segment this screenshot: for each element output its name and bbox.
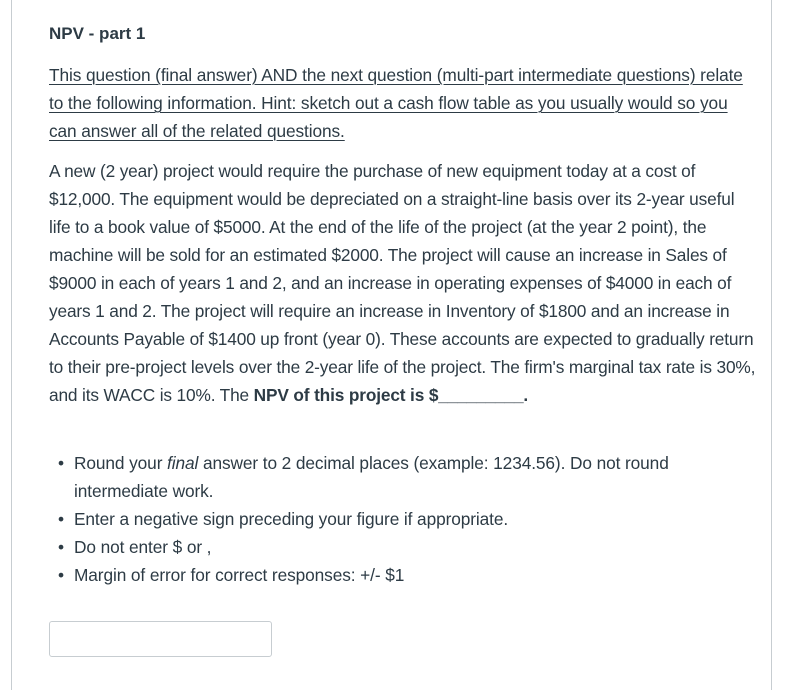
question-prompt: NPV of this project is $_________. (253, 385, 529, 405)
instruction-item-rounding (49, 449, 749, 505)
question-body-text: A new (2 year) project would require the purchase of new equipment today at a cost of $12,000. The equipment would be depreciated on a straight-line basis over its 2-year useful life to a book value of $5000. At the end of the life of the project (at the year 2 point), the machine will be sold for an estimated $2000. The project will cause an increase in Sales of $9000 in each of years 1 and 2, and an increase in operating expenses of $4000 in each of years 1 and 2. The project will require an increase in Inventory of $1800 and an increase in Accounts Payable of $1400 up front (year 0). These accounts are expected to gradually return to their pre-project levels over the 2-year life of the project. The firm's marginal tax rate is 30%, and its WACC is 10%. The (49, 161, 756, 405)
answer-input[interactable] (49, 621, 272, 657)
instruction-item-negative-sign: • Enter a negative sign preceding your figure if appropriate. (49, 505, 749, 533)
instruction-emphasis: final (167, 453, 199, 473)
instruction-item-margin: • Margin of error for correct responses: +/- $1 (49, 561, 749, 589)
question-body (49, 157, 757, 409)
instruction-text: answer to 2 decimal places (example: 1234.56). Do not round intermediate work. (74, 453, 669, 501)
question-panel (11, 0, 772, 690)
question-intro: This question (final answer) AND the next question (multi-part intermediate questions) relate to the following information. Hint: sketch out a cash flow table as you usually would so you can answer all of the related questions. (49, 65, 743, 141)
instruction-text: Round your (74, 453, 168, 473)
question-title: NPV - part 1 (49, 24, 146, 43)
instruction-item-no-symbols: • Do not enter $ or , (49, 533, 749, 561)
instruction-list (49, 449, 749, 589)
